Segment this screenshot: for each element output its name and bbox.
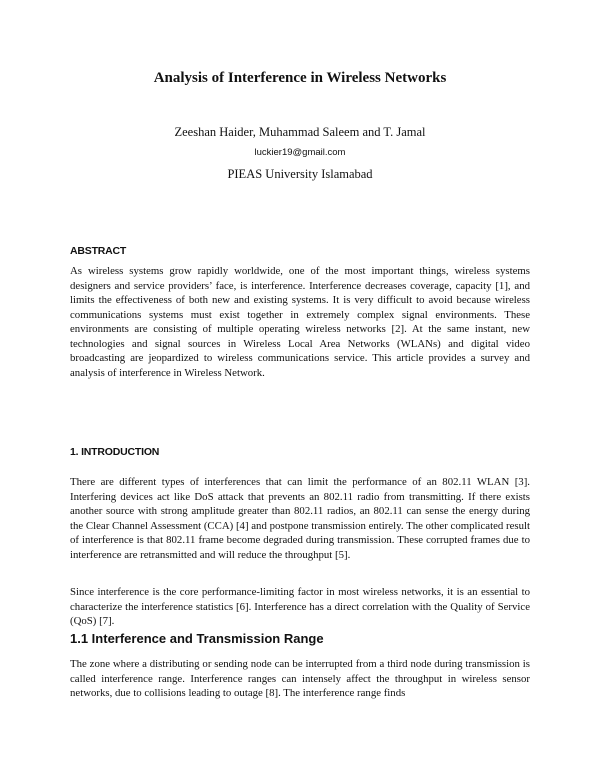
abstract-heading: ABSTRACT (70, 245, 127, 257)
subsection-heading: 1.1 Interference and Transmission Range (70, 631, 324, 646)
introduction-paragraph-1: There are different types of interferences that can limit the performance of an 802.11 WLAN [3]. Interfering devices act like DoS attack that prevents an 802.11 radio from transmitting. If there exists another source with strong amplitude greater than 802.11 radios, an 802.11 can sense the energy during the Clear Channel Assessment (CCA) [4] and postpone transmission entirely. The other complicated result of interference is that 802.11 frame become degraded during transmission. These corrupted frames due to interference are retransmitted and will reduce the throughput [5]. (70, 476, 530, 561)
author-email: luckier19@gmail.com (254, 147, 346, 158)
introduction-paragraph-2: Since interference is the core performance-limiting factor in most wireless networks, it is an essential to characterize the interference statistics [6]. Interference has a direct correlation with the Quality of Service (QoS) [7]. (70, 586, 530, 627)
paper-authors: Zeeshan Haider, Muhammad Saleem and T. Jamal (174, 125, 426, 139)
author-affiliation: PIEAS University Islamabad (227, 167, 373, 181)
paper-title: Analysis of Interference in Wireless Networks (153, 70, 447, 86)
abstract-text: As wireless systems grow rapidly worldwide, one of the most important things, wireless systems designers and service providers’ face, is interference. Interference decreases coverage, capacity [1], and limits the effectiveness of both new and existing systems. It is very difficult to avoid because wireless communications systems must exist together in extremely complex signal environments. These environments are consisting of multiple operating wireless networks [2]. At the same instant, new technologies and signal sources in Wireless Local Area Networks (WLANs) and digital video broadcasting are jeopardized to wireless communications service. This article provides a survey and analysis of interference in Wireless Network. (70, 265, 530, 379)
introduction-heading: 1. INTRODUCTION (70, 446, 160, 458)
subsection-paragraph: The zone where a distributing or sending node can be interrupted from a third node during transmission is called interference range. Interference ranges can intensely affect the throughput in wireless sensor networks, due to collisions leading to outage [8]. The interference range finds (70, 658, 530, 699)
